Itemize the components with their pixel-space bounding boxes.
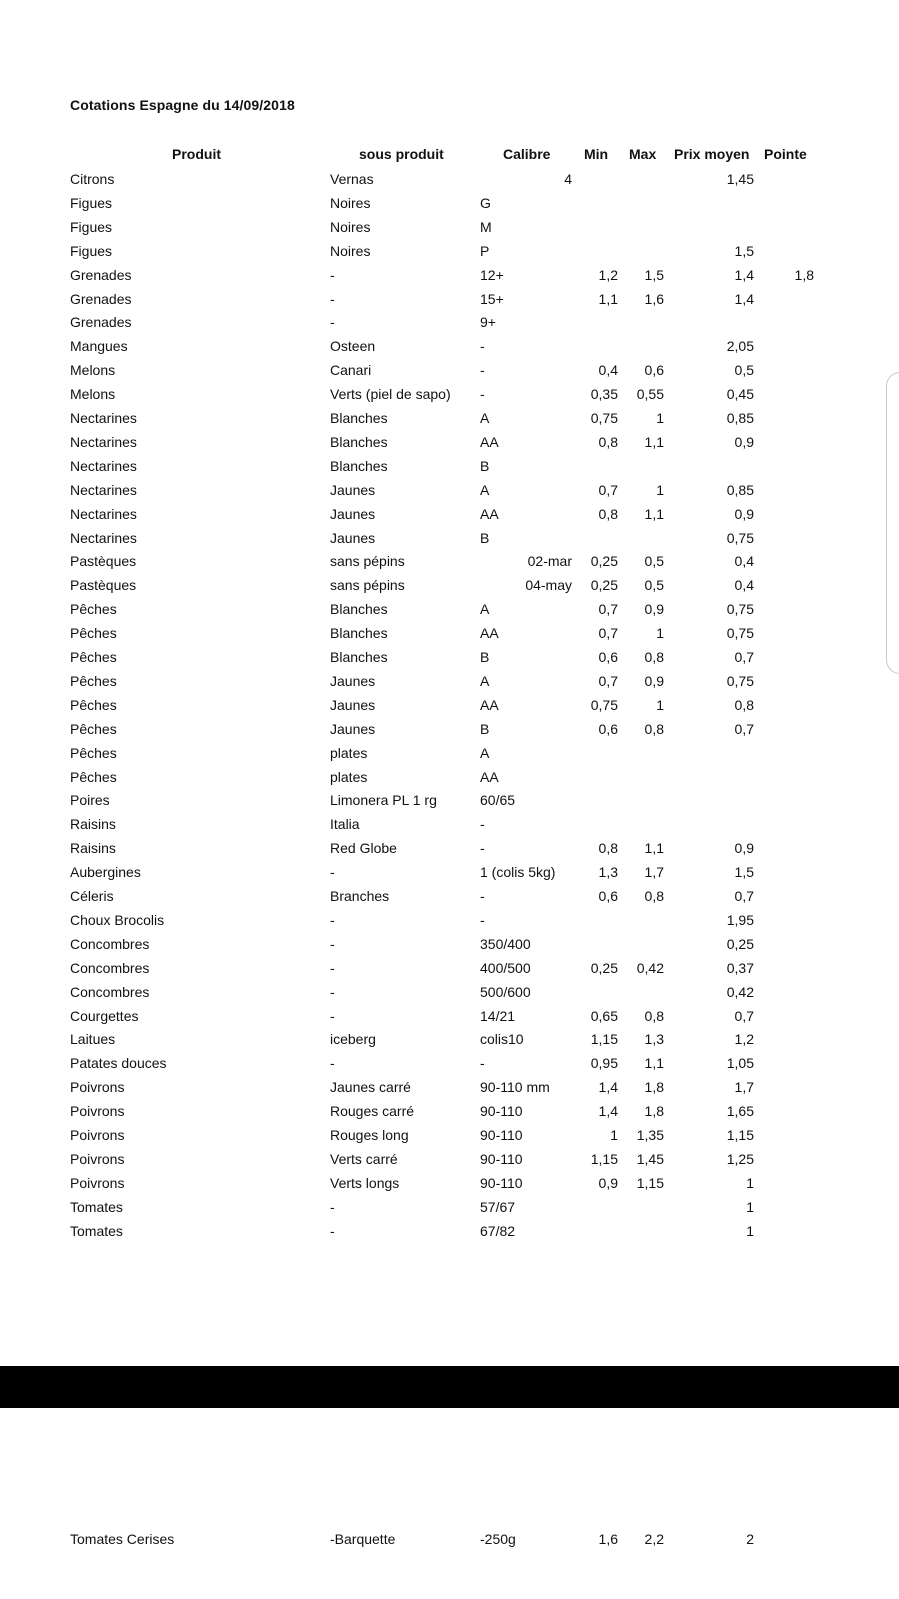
cell-calibre: A [480, 410, 490, 426]
cell-produit: Tomates Cerises [70, 1531, 175, 1547]
cell-prix-moyen: 0,7 [734, 649, 754, 665]
cell-sous-produit: Blanches [330, 434, 388, 450]
cell-calibre: 02-mar [527, 553, 572, 569]
cell-prix-moyen: 0,8 [734, 697, 754, 713]
cell-max: 2,2 [644, 1531, 664, 1547]
cell-sous-produit: Rouges long [330, 1127, 409, 1143]
cell-produit: Laitues [70, 1031, 116, 1047]
table-row [0, 718, 899, 741]
cell-sous-produit: plates [330, 745, 368, 761]
cell-prix-moyen: 2 [746, 1531, 754, 1547]
cell-sous-produit: Jaunes [330, 482, 376, 498]
header-produit: Produit [172, 146, 221, 162]
cell-min: 1,4 [598, 1079, 618, 1095]
cell-max: 1,1 [644, 1055, 664, 1071]
cell-sous-produit: Italia [330, 816, 360, 832]
cell-min: 1 [610, 1127, 618, 1143]
table-row [0, 1148, 899, 1171]
cell-calibre: - [480, 1055, 485, 1071]
cell-prix-moyen: 0,42 [726, 984, 754, 1000]
cell-produit: Melons [70, 362, 116, 378]
cell-sous-produit: Noires [330, 219, 371, 235]
cell-max: 1,8 [644, 1103, 664, 1119]
cell-sous-produit: Branches [330, 888, 390, 904]
cell-sous-produit: - [330, 267, 335, 283]
table-row [0, 407, 899, 430]
cell-min: 0,25 [590, 960, 618, 976]
cell-prix-moyen: 1,45 [726, 171, 754, 187]
cell-min: 1,15 [590, 1151, 618, 1167]
table-row [0, 933, 899, 956]
cell-prix-moyen: 1,65 [726, 1103, 754, 1119]
table-row [0, 1220, 899, 1243]
cell-produit: Grenades [70, 314, 132, 330]
cell-sous-produit: Jaunes [330, 673, 376, 689]
cell-calibre: G [480, 195, 491, 211]
table-row [0, 957, 899, 980]
cell-sous-produit: Noires [330, 243, 371, 259]
cell-calibre: 60/65 [480, 792, 516, 808]
cell-sous-produit: plates [330, 769, 368, 785]
cell-max: 0,5 [644, 577, 664, 593]
table-row [0, 240, 899, 263]
cell-min: 0,8 [598, 506, 618, 522]
cell-min: 0,65 [590, 1008, 618, 1024]
cell-max: 0,8 [644, 721, 664, 737]
cell-prix-moyen: 1,5 [734, 243, 754, 259]
cell-prix-moyen: 1,15 [726, 1127, 754, 1143]
cell-produit: Figues [70, 219, 113, 235]
cell-prix-moyen: 0,9 [734, 434, 754, 450]
table-row [0, 311, 899, 334]
table-row [0, 622, 899, 645]
cell-sous-produit: Red Globe [330, 840, 397, 856]
table-row [0, 168, 899, 191]
cell-produit: Nectarines [70, 482, 137, 498]
cell-min: 1,2 [598, 267, 618, 283]
cell-prix-moyen: 0,7 [734, 888, 754, 904]
header-calibre: Calibre [503, 146, 551, 162]
table-row [0, 837, 899, 860]
cell-produit: Concombres [70, 936, 150, 952]
header-sous-produit: sous produit [359, 146, 444, 162]
cell-prix-moyen: 0,25 [726, 936, 754, 952]
table-row [0, 694, 899, 717]
cell-calibre: - [480, 888, 485, 904]
cell-calibre: - [480, 912, 485, 928]
table-row [0, 813, 899, 836]
cell-calibre: A [480, 601, 490, 617]
document-title: Cotations Espagne du 14/09/2018 [70, 97, 295, 113]
cell-calibre: - [480, 816, 485, 832]
cell-calibre: 90-110 [480, 1127, 523, 1143]
cell-calibre: 15+ [480, 291, 504, 307]
cell-min: 0,75 [590, 697, 618, 713]
cell-produit: Melons [70, 386, 116, 402]
cell-calibre: - [480, 338, 485, 354]
cell-prix-moyen: 0,7 [734, 1008, 754, 1024]
cell-min: 0,6 [598, 649, 618, 665]
cell-produit: Tomates [70, 1199, 123, 1215]
table-row [0, 742, 899, 765]
cell-produit: Figues [70, 243, 113, 259]
cell-min: 0,75 [590, 410, 618, 426]
table-row [0, 1076, 899, 1099]
cell-prix-moyen: 1,2 [734, 1031, 754, 1047]
table-row [0, 1052, 899, 1075]
cell-sous-produit: - [330, 864, 335, 880]
cell-produit: Poires [70, 792, 110, 808]
table-row [0, 527, 899, 550]
table-row [0, 192, 899, 215]
cell-prix-moyen: 1,95 [726, 912, 754, 928]
cell-prix-moyen: 1,05 [726, 1055, 754, 1071]
cell-calibre: 90-110 mm [480, 1079, 550, 1095]
cell-prix-moyen: 0,7 [734, 721, 754, 737]
cell-produit: Pêches [70, 769, 117, 785]
table-row [0, 646, 899, 669]
table-row [0, 288, 899, 311]
cell-calibre: A [480, 745, 490, 761]
cell-produit: Concombres [70, 984, 150, 1000]
header-pointe: Pointe [764, 146, 807, 162]
cell-produit: Grenades [70, 267, 132, 283]
cell-prix-moyen: 1,7 [734, 1079, 754, 1095]
cell-max: 0,8 [644, 888, 664, 904]
cell-produit: Pêches [70, 721, 117, 737]
cell-sous-produit: Jaunes [330, 530, 376, 546]
cell-calibre: AA [480, 625, 499, 641]
header-max: Max [629, 146, 657, 162]
cell-max: 0,42 [636, 960, 664, 976]
cell-produit: Raisins [70, 840, 116, 856]
table-row [0, 861, 899, 884]
cell-sous-produit: Canari [330, 362, 372, 378]
cell-prix-moyen: 1,5 [734, 864, 754, 880]
cell-produit: Pêches [70, 649, 117, 665]
cell-prix-moyen: 0,85 [726, 410, 754, 426]
cell-calibre: B [480, 530, 490, 546]
cell-max: 0,9 [644, 673, 664, 689]
cell-sous-produit: Noires [330, 195, 371, 211]
cell-min: 0,25 [590, 553, 618, 569]
cell-max: 1 [656, 482, 664, 498]
table-row [0, 1028, 899, 1051]
cell-max: 1,15 [636, 1175, 664, 1191]
cell-produit: Patates douces [70, 1055, 167, 1071]
cell-calibre: AA [480, 697, 499, 713]
cell-sous-produit: - [330, 960, 335, 976]
table-row [0, 909, 899, 932]
cell-prix-moyen: 0,4 [734, 577, 754, 593]
cell-min: 0,7 [598, 673, 618, 689]
cell-produit: Nectarines [70, 506, 137, 522]
cell-produit: Pêches [70, 601, 117, 617]
table-row [0, 479, 899, 502]
cell-min: 0,4 [598, 362, 618, 378]
cell-calibre: 350/400 [480, 936, 531, 952]
cell-calibre: - [480, 386, 485, 402]
cell-min: 0,7 [598, 482, 618, 498]
cell-max: 1,1 [644, 840, 664, 856]
cell-calibre: 9+ [480, 314, 496, 330]
cell-max: 0,55 [636, 386, 664, 402]
cell-sous-produit: Jaunes [330, 721, 376, 737]
cell-max: 1,1 [644, 434, 664, 450]
table-row [0, 1528, 899, 1551]
cell-calibre: 90-110 [480, 1103, 523, 1119]
cell-calibre: 04-may [525, 577, 572, 593]
cell-produit: Nectarines [70, 458, 137, 474]
cell-min: 0,7 [598, 601, 618, 617]
cell-sous-produit: - [330, 1008, 335, 1024]
cell-produit: Pêches [70, 745, 117, 761]
cell-max: 0,6 [644, 362, 664, 378]
cell-produit: Mangues [70, 338, 128, 354]
cell-sous-produit: - [330, 314, 335, 330]
cell-max: 1 [656, 625, 664, 641]
cell-produit: Pêches [70, 625, 117, 641]
table-row [0, 885, 899, 908]
cell-prix-moyen: 0,75 [726, 673, 754, 689]
cell-max: 1,35 [636, 1127, 664, 1143]
cell-calibre: A [480, 482, 490, 498]
table-row [0, 335, 899, 358]
cell-prix-moyen: 0,9 [734, 506, 754, 522]
cell-prix-moyen: 1 [746, 1223, 754, 1239]
cell-produit: Poivrons [70, 1103, 125, 1119]
cell-max: 1 [656, 697, 664, 713]
cell-sous-produit: Verts longs [330, 1175, 400, 1191]
table-row [0, 431, 899, 454]
cell-produit: Pastèques [70, 553, 137, 569]
table-row [0, 1172, 899, 1195]
cell-produit: Aubergines [70, 864, 141, 880]
table-row [0, 455, 899, 478]
cell-max: 0,9 [644, 601, 664, 617]
cell-sous-produit: Jaunes carré [330, 1079, 411, 1095]
cell-sous-produit: Jaunes [330, 506, 376, 522]
cell-prix-moyen: 2,05 [726, 338, 754, 354]
cell-min: 0,25 [590, 577, 618, 593]
cell-max: 1,1 [644, 506, 664, 522]
cell-sous-produit: - [330, 984, 335, 1000]
cell-sous-produit: sans pépins [330, 553, 405, 569]
table-row [0, 1005, 899, 1028]
cell-produit: Nectarines [70, 434, 137, 450]
table-row [0, 598, 899, 621]
cell-calibre: 12+ [480, 267, 504, 283]
cell-min: 0,35 [590, 386, 618, 402]
cell-prix-moyen: 0,45 [726, 386, 754, 402]
cell-calibre: AA [480, 506, 499, 522]
table-row [0, 981, 899, 1004]
cell-min: 1,3 [598, 864, 618, 880]
cell-max: 1,45 [636, 1151, 664, 1167]
cell-calibre: 500/600 [480, 984, 531, 1000]
black-band [0, 1366, 899, 1408]
cell-prix-moyen: 0,5 [734, 362, 754, 378]
cell-max: 1,5 [644, 267, 664, 283]
cell-prix-moyen: 1,25 [726, 1151, 754, 1167]
table-row [0, 1196, 899, 1219]
cell-produit: Céleris [70, 888, 114, 904]
cell-calibre: 90-110 [480, 1175, 523, 1191]
cell-calibre: A [480, 673, 490, 689]
cell-min: 1,15 [590, 1031, 618, 1047]
table-row [0, 359, 899, 382]
cell-sous-produit: -Barquette [330, 1531, 396, 1547]
cell-min: 0,8 [598, 840, 618, 856]
cell-sous-produit: - [330, 291, 335, 307]
cell-calibre: AA [480, 434, 499, 450]
cell-produit: Poivrons [70, 1175, 125, 1191]
table-row [0, 1100, 899, 1123]
cell-sous-produit: - [330, 1199, 335, 1215]
cell-produit: Tomates [70, 1223, 123, 1239]
header-prix-moyen: Prix moyen [674, 146, 750, 162]
cell-min: 1,6 [598, 1531, 618, 1547]
cell-calibre: colis10 [480, 1031, 524, 1047]
cell-produit: Pastèques [70, 577, 137, 593]
cell-produit: Courgettes [70, 1008, 139, 1024]
cell-prix-moyen: 0,4 [734, 553, 754, 569]
cell-sous-produit: Rouges carré [330, 1103, 415, 1119]
cell-calibre: B [480, 649, 490, 665]
cell-prix-moyen: 0,9 [734, 840, 754, 856]
cell-prix-moyen: 1,4 [734, 291, 754, 307]
cell-calibre: - [480, 362, 485, 378]
cell-max: 1,7 [644, 864, 664, 880]
cell-sous-produit: Verts carré [330, 1151, 398, 1167]
cell-produit: Pêches [70, 697, 117, 713]
table-row [0, 789, 899, 812]
table-row [0, 670, 899, 693]
cell-min: 0,95 [590, 1055, 618, 1071]
cell-sous-produit: Verts (piel de sapo) [330, 386, 451, 402]
cell-max: 1,3 [644, 1031, 664, 1047]
cell-prix-moyen: 0,75 [726, 625, 754, 641]
table-row [0, 383, 899, 406]
table-row [0, 1124, 899, 1147]
cell-produit: Nectarines [70, 530, 137, 546]
cell-max: 1 [656, 410, 664, 426]
cell-calibre: - [480, 840, 485, 856]
cell-sous-produit: Blanches [330, 458, 388, 474]
cell-max: 0,8 [644, 649, 664, 665]
cell-prix-moyen: 1,4 [734, 267, 754, 283]
cell-prix-moyen: 1 [746, 1175, 754, 1191]
cell-calibre: 90-110 [480, 1151, 523, 1167]
table-row [0, 550, 899, 573]
cell-max: 1,6 [644, 291, 664, 307]
cell-sous-produit: iceberg [330, 1031, 376, 1047]
cell-calibre: 14/21 [480, 1008, 516, 1024]
cell-calibre: 4 [564, 171, 572, 187]
cell-sous-produit: sans pépins [330, 577, 405, 593]
cell-calibre: 1 (colis 5kg) [480, 864, 556, 880]
cell-min: 1,4 [598, 1103, 618, 1119]
cell-calibre: AA [480, 769, 499, 785]
cell-min: 0,7 [598, 625, 618, 641]
cell-sous-produit: Limonera PL 1 rg [330, 792, 437, 808]
cell-sous-produit: Osteen [330, 338, 376, 354]
cell-calibre: 67/82 [480, 1223, 516, 1239]
cell-prix-moyen: 0,37 [726, 960, 754, 976]
header-min: Min [584, 146, 609, 162]
cell-produit: Nectarines [70, 410, 137, 426]
cell-produit: Raisins [70, 816, 116, 832]
cell-calibre: P [480, 243, 490, 259]
table-row [0, 264, 899, 287]
cell-sous-produit: - [330, 1055, 335, 1071]
scroll-handle[interactable] [886, 372, 899, 674]
cell-sous-produit: - [330, 1223, 335, 1239]
cell-produit: Poivrons [70, 1127, 125, 1143]
cell-produit: Poivrons [70, 1151, 125, 1167]
cell-sous-produit: Blanches [330, 410, 388, 426]
cell-prix-moyen: 1 [746, 1199, 754, 1215]
table-row [0, 503, 899, 526]
cell-calibre: B [480, 721, 490, 737]
cell-min: 0,6 [598, 888, 618, 904]
table-row [0, 216, 899, 239]
cell-produit: Choux Brocolis [70, 912, 165, 928]
cell-max: 0,5 [644, 553, 664, 569]
cell-pointe: 1,8 [794, 267, 814, 283]
cell-produit: Poivrons [70, 1079, 125, 1095]
cell-max: 1,8 [644, 1079, 664, 1095]
cell-sous-produit: Vernas [330, 171, 374, 187]
cell-sous-produit: Blanches [330, 649, 388, 665]
cell-min: 1,1 [598, 291, 618, 307]
cell-sous-produit: Blanches [330, 601, 388, 617]
cell-min: 0,8 [598, 434, 618, 450]
cell-prix-moyen: 0,75 [726, 530, 754, 546]
cell-calibre: B [480, 458, 490, 474]
table-row [0, 766, 899, 789]
cell-sous-produit: - [330, 936, 335, 952]
table-row [0, 574, 899, 597]
cell-max: 0,8 [644, 1008, 664, 1024]
cell-calibre: 400/500 [480, 960, 531, 976]
cell-calibre: -250g [480, 1531, 516, 1547]
cell-produit: Citrons [70, 171, 115, 187]
cell-sous-produit: Jaunes [330, 697, 376, 713]
cell-prix-moyen: 0,85 [726, 482, 754, 498]
cell-prix-moyen: 0,75 [726, 601, 754, 617]
cell-produit: Pêches [70, 673, 117, 689]
cell-min: 0,9 [598, 1175, 618, 1191]
cell-produit: Grenades [70, 291, 132, 307]
cell-calibre: M [480, 219, 492, 235]
cell-sous-produit: Blanches [330, 625, 388, 641]
cell-calibre: 57/67 [480, 1199, 516, 1215]
cell-produit: Concombres [70, 960, 150, 976]
cell-min: 0,6 [598, 721, 618, 737]
cell-produit: Figues [70, 195, 113, 211]
cell-sous-produit: - [330, 912, 335, 928]
